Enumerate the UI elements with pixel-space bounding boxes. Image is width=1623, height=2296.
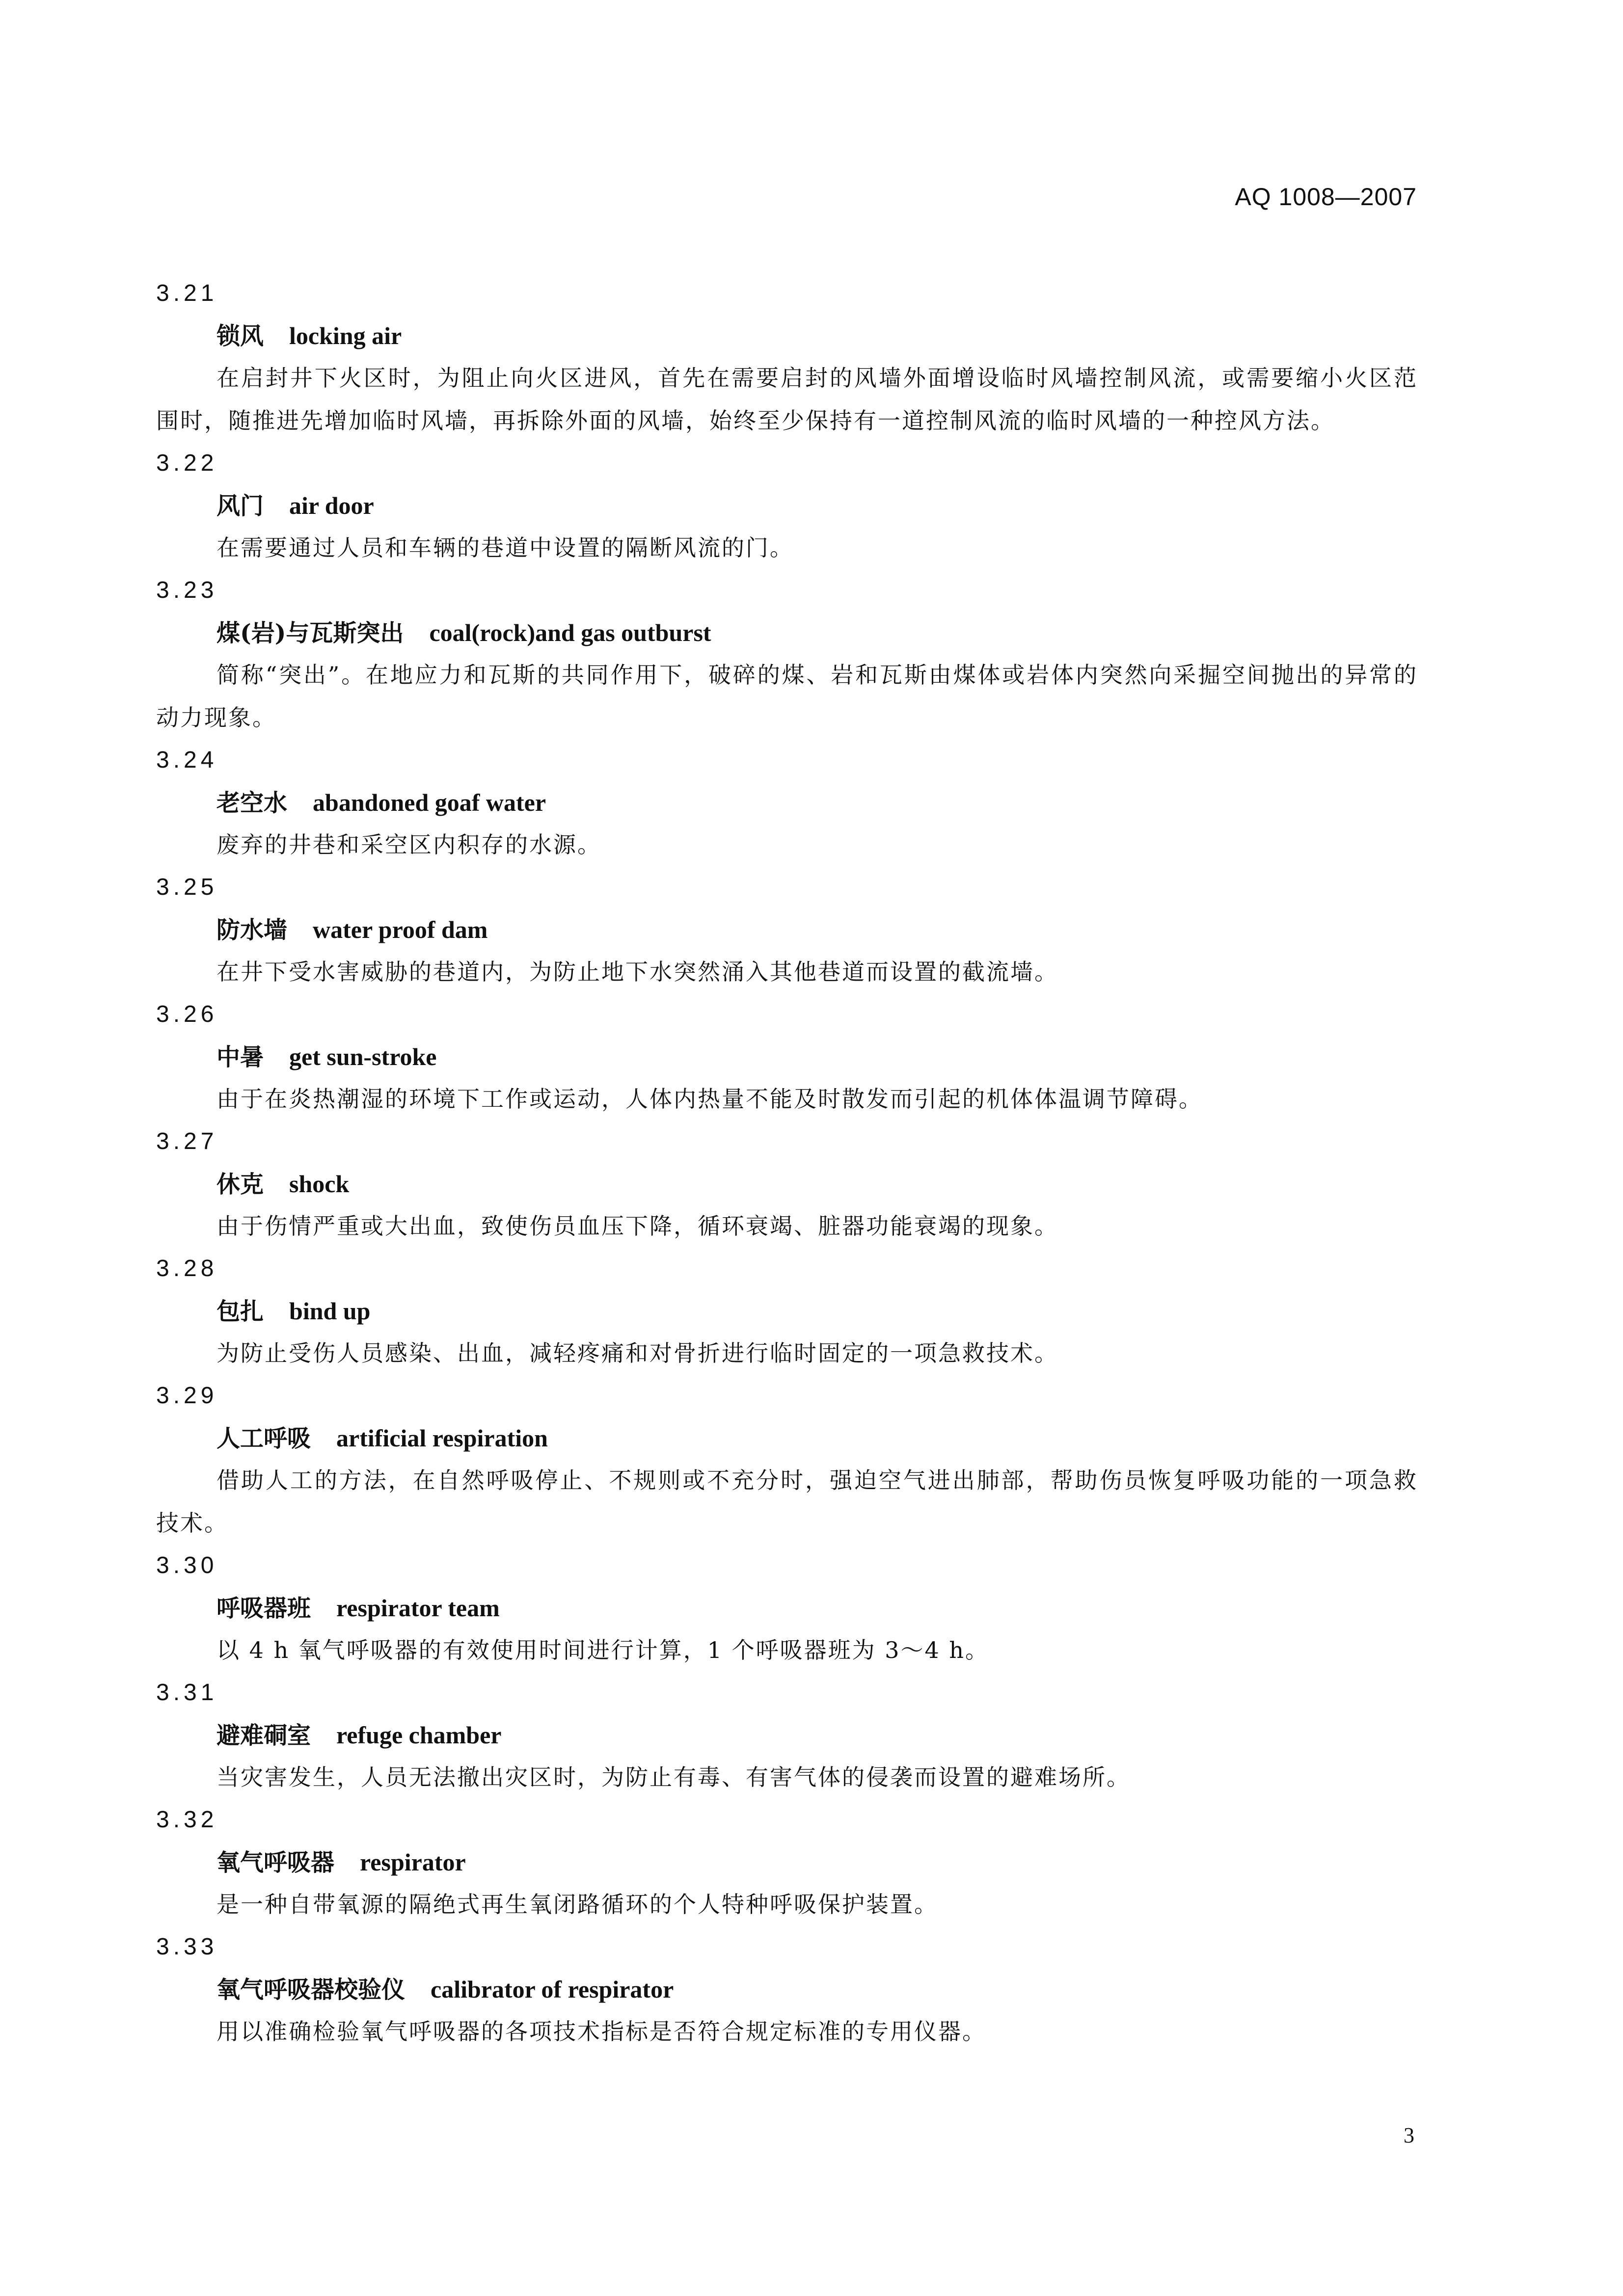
clause-number: 3.24 — [156, 747, 218, 773]
term-en: artificial respiration — [336, 1424, 548, 1452]
term-definition: 借助人工的方法，在自然呼吸停止、不规则或不充分时，强迫空气进出肺部，帮助伤员恢复呼吸功能的一项急救技术。 — [156, 1467, 1418, 1536]
term-en: calibrator of respirator — [431, 1976, 674, 2003]
term-zh: 氧气呼吸器 — [216, 1849, 335, 1876]
clause-number: 3.32 — [156, 1807, 218, 1833]
term-definition: 以 4 h 氧气呼吸器的有效使用时间进行计算，1 个呼吸器班为 3～4 h。 — [216, 1637, 990, 1663]
clause-number: 3.23 — [156, 577, 218, 603]
term-heading — [156, 1587, 1418, 1629]
term-en: locking air — [289, 322, 402, 349]
term-definition: 是一种自带氧源的隔绝式再生氧闭路循环的个人特种呼吸保护装置。 — [216, 1891, 938, 1918]
term-heading — [156, 484, 1418, 527]
clause-number: 3.22 — [156, 450, 218, 476]
clause — [156, 1248, 1418, 1375]
clause — [156, 569, 1418, 739]
term-en: get sun-stroke — [289, 1043, 437, 1070]
term-definition: 废弃的井巷和采空区内积存的水源。 — [216, 831, 601, 858]
term-definition: 在启封井下火区时，为阻止向火区进风，首先在需要启封的风墙外面增设临时风墙控制风流，或需要缩小火区范围时，随推进先增加临时风墙，再拆除外面的风墙，始终至少保持有一道控制风流的临时风墙的一种控风方法。 — [156, 365, 1418, 434]
clause-number: 3.27 — [156, 1128, 218, 1154]
clause — [156, 1799, 1418, 1926]
clause — [156, 1375, 1418, 1545]
term-definition: 在井下受水害威胁的巷道内，为防止地下水突然涌入其他巷道而设置的截流墙。 — [216, 959, 1058, 985]
term-en: respirator — [360, 1848, 466, 1876]
term-zh: 老空水 — [216, 789, 288, 817]
term-heading — [156, 315, 1418, 357]
clause — [156, 442, 1418, 569]
term-en: water proof dam — [313, 916, 488, 943]
clause-number: 3.28 — [156, 1255, 218, 1281]
clause — [156, 272, 1418, 442]
term-en: bind up — [289, 1297, 371, 1325]
term-en: respirator team — [336, 1594, 500, 1622]
clause-number: 3.31 — [156, 1680, 218, 1706]
terms-list — [156, 272, 1418, 2053]
clause — [156, 739, 1418, 866]
term-heading — [156, 612, 1418, 654]
term-heading — [156, 1968, 1418, 2010]
term-definition: 为防止受伤人员感染、出血，减轻疼痛和对骨折进行临时固定的一项急救技术。 — [216, 1340, 1058, 1366]
term-zh: 呼吸器班 — [216, 1595, 311, 1622]
term-zh: 避难硐室 — [216, 1722, 311, 1749]
term-en: shock — [289, 1170, 350, 1198]
clause — [156, 1545, 1418, 1672]
term-heading — [156, 1163, 1418, 1205]
page-number: 3 — [1404, 2123, 1414, 2147]
clause — [156, 866, 1418, 993]
term-zh: 氧气呼吸器校验仪 — [216, 1976, 406, 2003]
term-heading — [156, 1841, 1418, 1883]
clause-number: 3.30 — [156, 1552, 218, 1578]
term-definition: 由于在炎热潮湿的环境下工作或运动，人体内热量不能及时散发而引起的机体体温调节障碍。 — [216, 1086, 1203, 1112]
clause — [156, 1121, 1418, 1248]
term-definition: 在需要通过人员和车辆的巷道中设置的隔断风流的门。 — [216, 534, 794, 561]
term-zh: 锁风 — [216, 322, 264, 350]
clause — [156, 1926, 1418, 2053]
term-zh: 休克 — [216, 1171, 264, 1198]
term-zh: 煤(岩)与瓦斯突出 — [216, 619, 404, 647]
term-zh: 中暑 — [216, 1043, 264, 1071]
clause-number: 3.26 — [156, 1001, 218, 1027]
clause — [156, 1672, 1418, 1799]
term-definition: 由于伤情严重或大出血，致使伤员血压下降，循环衰竭、脏器功能衰竭的现象。 — [216, 1213, 1058, 1239]
term-definition: 当灾害发生，人员无法撤出灾区时，为防止有毒、有害气体的侵袭而设置的避难场所。 — [216, 1764, 1131, 1790]
clause-number: 3.29 — [156, 1383, 218, 1409]
term-en: refuge chamber — [336, 1721, 502, 1749]
term-en: coal(rock)and gas outburst — [429, 619, 711, 646]
term-heading — [156, 1290, 1418, 1332]
term-definition: 用以准确检验氧气呼吸器的各项技术指标是否符合规定标准的专用仪器。 — [216, 2018, 986, 2045]
term-en: abandoned goaf water — [313, 789, 546, 816]
term-heading — [156, 1417, 1418, 1459]
document-code: AQ 1008—2007 — [1235, 183, 1417, 211]
term-en: air door — [289, 492, 374, 519]
term-zh: 包扎 — [216, 1298, 264, 1325]
term-heading — [156, 781, 1418, 824]
term-heading — [156, 1036, 1418, 1078]
clause — [156, 993, 1418, 1121]
clause-number: 3.33 — [156, 1934, 218, 1960]
term-definition: 简称“突出”。在地应力和瓦斯的共同作用下，破碎的煤、岩和瓦斯由煤体或岩体内突然向采掘空间抛出的异常的动力现象。 — [156, 662, 1418, 731]
clause-number: 3.21 — [156, 280, 218, 306]
term-heading — [156, 908, 1418, 951]
term-zh: 风门 — [216, 492, 264, 520]
term-zh: 防水墙 — [216, 916, 288, 944]
clause-number: 3.25 — [156, 874, 218, 900]
term-zh: 人工呼吸 — [216, 1425, 311, 1452]
term-heading — [156, 1714, 1418, 1756]
